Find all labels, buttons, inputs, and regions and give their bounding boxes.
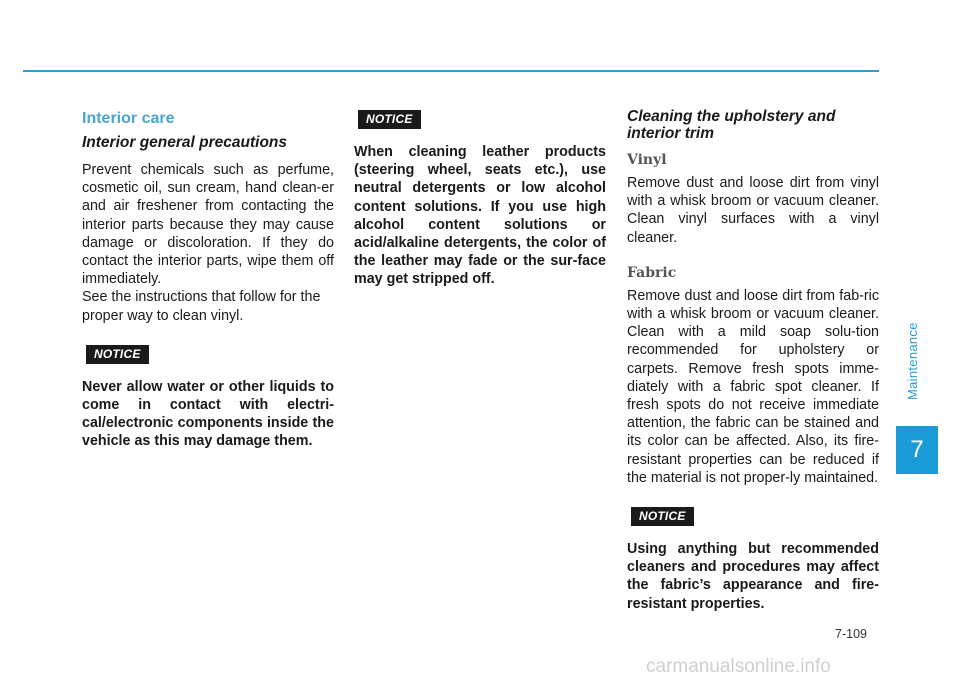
vinyl-heading: Vinyl [627,152,667,168]
fabric-paragraph: Remove dust and loose dirt from fab-ric with a whisk broom or vacuum cleaner. Clean with a mild soap solu-tion recommended for upholstery or carpets. Remove fresh spots imme-diately with a fabric spot cleaner. If fresh spots do not receive immediate attention, the fabric can be stained and its color can be affected. Also, its fire-resistant properties can be reduced if the material is not proper-ly maintained. [627,287,879,486]
precautions-paragraph: Prevent chemicals such as perfume, cosmetic oil, sun cream, hand clean-er and air freshener from contacting the interior parts because they may cause damage or discoloration. If they do contact the interior parts, wipe them off immediately. [82,162,334,288]
column-left [82,108,334,451]
notice-text-water: Never allow water or other liquids to come in contact with electri-cal/electronic components inside the vehicle as this may damage them. [82,378,334,450]
header-rule [23,70,879,72]
page-number: 7-109 [835,627,867,641]
notice-text-fabric: Using anything but recommended cleaners and procedures may affect the fabric’s appearance and fire-resistant properties. [627,541,879,612]
chapter-side-label: Maintenance [905,322,920,400]
notice-badge: NOTICE [86,345,149,364]
notice-badge: NOTICE [358,110,421,129]
fabric-heading: Fabric [627,264,677,281]
subheading-general-precautions: Interior general precautions [82,134,287,151]
section-title: Interior care [82,110,175,127]
subheading-upholstery: Cleaning the upholstery and interior trim [627,108,836,142]
vinyl-paragraph: Remove dust and loose dirt from vinyl with a whisk broom or vacuum cleaner. Clean vinyl surfaces with a vinyl cleaner. [627,175,879,246]
chapter-number-tab: 7 [896,426,938,474]
column-middle [354,110,606,289]
notice-badge: NOTICE [631,507,694,526]
column-right [627,108,879,613]
notice-text-leather: When cleaning leather products (steering wheel, seats etc.), use neutral detergents or low alcohol content solutions. If you use high alcohol content solutions or acid/alkaline detergents, the color of the leather may fade or the sur-face may get stripped off. [354,144,606,288]
watermark: carmanualsonline.info [646,656,831,677]
vinyl-instructions-paragraph: See the instructions that follow for the proper way to clean vinyl. [82,289,321,324]
